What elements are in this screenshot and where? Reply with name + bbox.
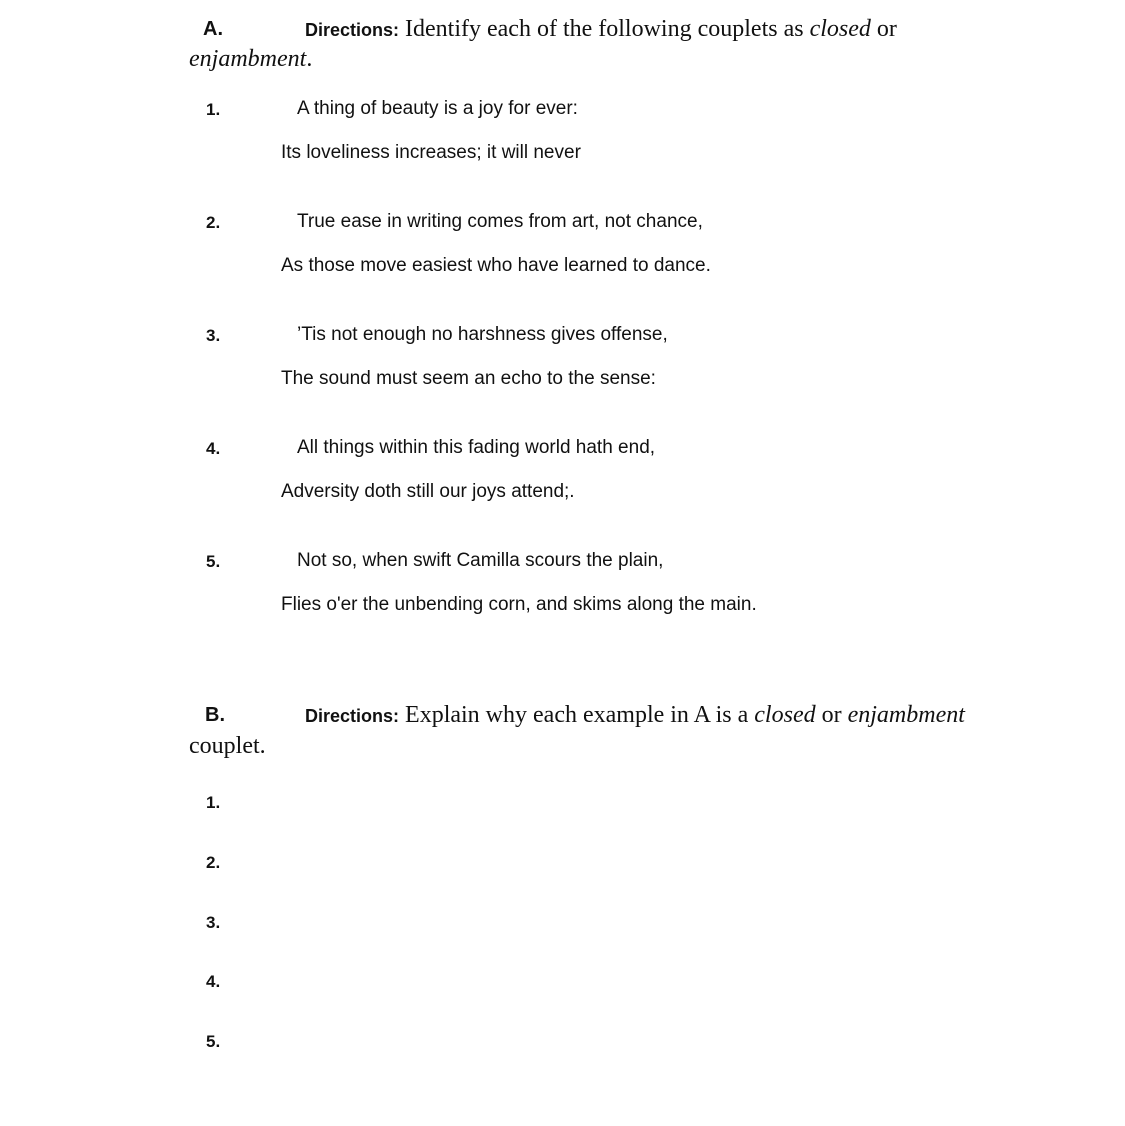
answer-item-number: 5.: [206, 1032, 221, 1051]
couplet-line-1: A thing of beauty is a joy for ever:: [297, 98, 578, 119]
couplet-line-1: All things within this fading world hath end,: [297, 437, 656, 458]
couplet-line-2: Flies o'er the unbending corn, and skims along the main.: [281, 594, 757, 615]
item-number: 3.: [206, 326, 221, 345]
item-number: 4.: [206, 439, 221, 458]
answer-item-number: 1.: [206, 793, 221, 812]
section-b-directions-cont: couplet.: [189, 733, 266, 759]
section-b-letter: B.: [205, 704, 225, 726]
couplet-line-2: Its loveliness increases; it will never: [281, 142, 581, 163]
directions-label: Directions:: [305, 20, 400, 40]
item-number: 1.: [206, 100, 221, 119]
section-a-letter: A.: [203, 18, 223, 40]
couplet-line-2: The sound must seem an echo to the sense:: [281, 368, 656, 389]
directions-text: Identify each of the following couplets as: [405, 16, 810, 42]
directions-text: or: [870, 16, 897, 42]
couplet-line-2: Adversity doth still our joys attend;.: [281, 481, 575, 502]
directions-emphasis: enjambment: [189, 46, 307, 72]
section-b-directions: [305, 703, 965, 730]
directions-emphasis: closed: [809, 16, 871, 42]
directions-emphasis: closed: [754, 702, 816, 728]
item-number: 2.: [206, 213, 221, 232]
directions-emphasis: enjambment: [847, 702, 965, 728]
couplet-line-2: As those move easiest who have learned to dance.: [281, 255, 711, 276]
answer-item-number: 4.: [206, 972, 221, 991]
directions-label: Directions:: [305, 706, 400, 726]
couplet-line-1: ’Tis not enough no harshness gives offense,: [297, 324, 668, 345]
couplet-line-1: True ease in writing comes from art, not chance,: [297, 211, 703, 232]
item-number: 5.: [206, 552, 221, 571]
section-a-directions-cont: [189, 47, 312, 74]
directions-text: .: [306, 46, 313, 72]
answer-item-number: 2.: [206, 853, 221, 872]
section-a-directions: [305, 17, 897, 44]
directions-text: or: [815, 702, 848, 728]
couplet-line-1: Not so, when swift Camilla scours the plain,: [297, 550, 664, 571]
directions-text: Explain why each example in A is a: [405, 702, 755, 728]
answer-item-number: 3.: [206, 913, 221, 932]
